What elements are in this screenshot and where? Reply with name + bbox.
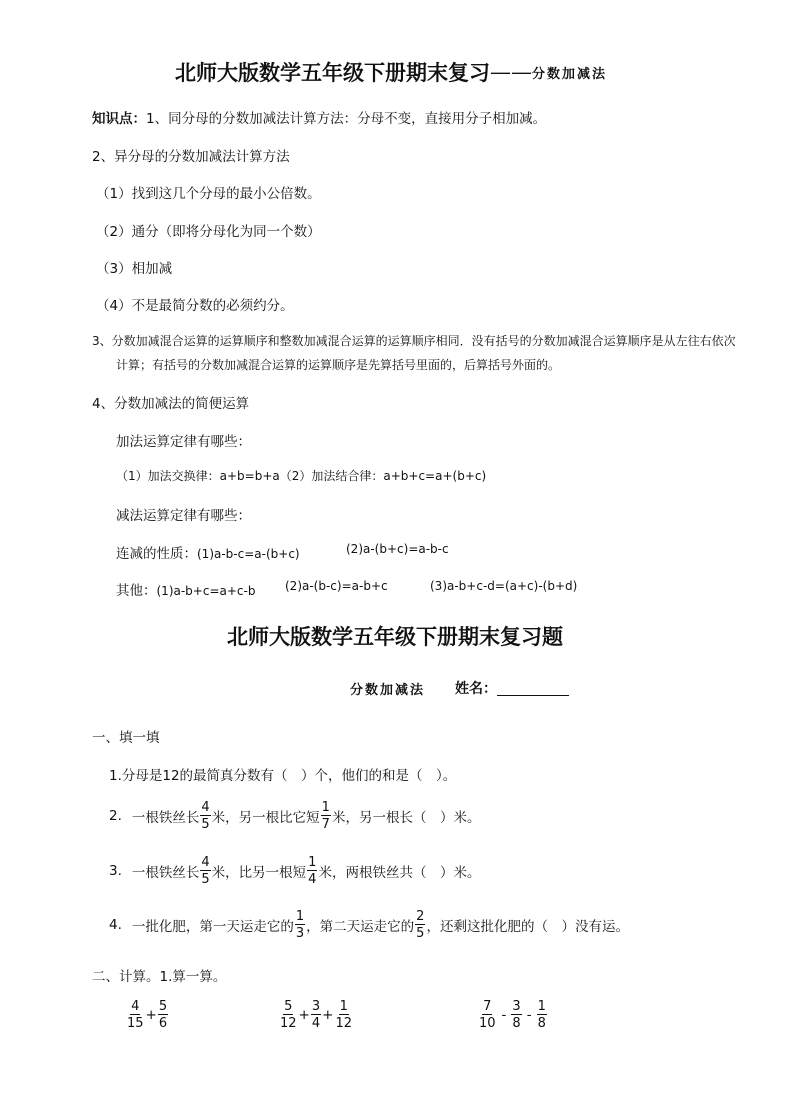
q4-f1-numerator: 1	[295, 909, 305, 924]
e2-f3-numerator: 1	[339, 999, 348, 1014]
kp-4-other-3: (3)a-b+c-d=(a+c)-(b+d)	[430, 579, 578, 593]
kp-4: 4、分数加减法的简便运算	[92, 396, 250, 412]
e3-f3-numerator: 1	[537, 999, 546, 1014]
name-label: 姓名：	[455, 681, 498, 697]
q4-fraction-2	[415, 910, 425, 940]
title-2: 北师大版数学五年级下册期末复习题	[227, 624, 563, 649]
e2-operator-1: +	[298, 1007, 310, 1023]
kp-3-line-1: 3、分数加减混合运算的运算顺序和整数加减混合运算的运算顺序相同．没有括号的分数加减混合运算顺序是从左往右依次	[92, 334, 736, 348]
kp-4-add-question: 加法运算定律有哪些：	[116, 434, 251, 450]
q2-f1-denominator: 5	[201, 817, 210, 832]
calc-expression-3	[477, 1000, 548, 1030]
e1-f2-numerator: 5	[158, 999, 168, 1014]
q3-fraction-1	[200, 856, 210, 886]
kp-3-line-2: 计算；有括号的分数加减混合运算的运算顺序是先算括号里面的，后算括号外面的。	[116, 358, 561, 372]
kp-2: 2、异分母的分数加减法计算方法	[92, 149, 290, 165]
kp-4-sub-cont-1: (1)a-b-c=a-(b+c)	[197, 547, 300, 561]
q2-text-c: 米，另一根长（ ）米。	[331, 810, 481, 826]
e2-f1-numerator: 5	[284, 999, 293, 1014]
kp-1	[92, 107, 546, 127]
question-4	[109, 910, 629, 940]
e2-f1-denominator: 12	[280, 1016, 297, 1031]
q2-f1-numerator: 4	[201, 800, 210, 815]
title-1-main: 北师大版数学五年级下册期末复习	[175, 60, 490, 85]
e1-f1-denominator: 15	[127, 1016, 144, 1031]
q2-fraction-2	[321, 801, 331, 831]
q3-text-b: 米，比另一根短	[211, 865, 307, 881]
title-1	[175, 57, 607, 87]
q2-f2-denominator: 7	[321, 817, 330, 832]
kp-2-step-2: （2）通分（即将分母化为同一个数）	[96, 224, 321, 240]
e3-f2-denominator: 8	[512, 1016, 521, 1031]
q2-text-a: 一根铁丝长	[131, 810, 200, 826]
e3-f2-numerator: 3	[512, 999, 521, 1014]
e2-f2-denominator: 4	[311, 1016, 321, 1031]
q4-text-b: ，第二天运走它的	[306, 919, 415, 935]
q3-f2-denominator: 4	[308, 872, 317, 887]
kp-4-sub-question: 减法运算定律有哪些：	[116, 508, 251, 524]
kp-4-other-1: (1)a-b+c=a+c-b	[156, 584, 256, 598]
q4-f2-denominator: 5	[416, 926, 425, 941]
e3-fraction-1	[478, 1000, 497, 1030]
kp-2-step-1: （1）找到这几个分母的最小公倍数。	[96, 186, 321, 202]
kp-4-add-laws: （1）加法交换律：a+b=b+a（2）加法结合律：a+b+c=a+(b+c)	[116, 469, 487, 483]
subtitle-row	[350, 678, 569, 698]
calc-expression-2	[278, 1000, 354, 1030]
section-1-heading: 一、填一填	[92, 730, 160, 746]
q3-text-c: 米，两根铁丝共（ ）米。	[318, 865, 481, 881]
kp-4-other	[116, 579, 255, 599]
e3-f1-numerator: 7	[483, 999, 492, 1014]
kp-4-sub-cont-2: (2)a-(b+c)=a-b-c	[346, 542, 449, 556]
e3-fraction-3	[537, 1000, 547, 1030]
q4-fraction-1	[295, 910, 305, 940]
e3-operator-1: -	[501, 1007, 507, 1023]
q2-fraction-1	[200, 801, 210, 831]
q3-number: 3.	[109, 863, 122, 879]
e3-operator-2: -	[526, 1007, 532, 1023]
title-2-sub: 分数加减法	[350, 682, 426, 698]
kp-4-sub-cont-label: 连减的性质：	[116, 546, 197, 562]
name-blank[interactable]	[497, 681, 569, 696]
q2-f2-numerator: 1	[321, 800, 330, 815]
e2-fraction-3	[334, 1000, 353, 1030]
q3-fraction-2	[307, 856, 317, 886]
q4-f1-denominator: 3	[295, 926, 305, 941]
q4-text-a: 一批化肥，第一天运走它的	[131, 919, 294, 935]
q3-text-a: 一根铁丝长	[131, 865, 200, 881]
kp-4-other-2: (2)a-(b-c)=a-b+c	[285, 579, 388, 593]
q4-f2-numerator: 2	[416, 909, 425, 924]
q4-number: 4.	[109, 917, 122, 933]
title-1-dash: ——	[490, 60, 532, 84]
question-1: 1.分母是12的最简真分数有（ ）个，他们的和是（ ）。	[109, 768, 457, 784]
q4-text-c: ，还剩这批化肥的（ ）没有运。	[426, 919, 629, 935]
e2-f2-numerator: 3	[311, 999, 321, 1014]
kp-1-text: 1、同分母的分数加减法计算方法：分母不变，直接用分子相加减。	[146, 111, 547, 127]
kp-label: 知识点：	[92, 111, 146, 127]
e1-fraction-2	[158, 1000, 168, 1030]
question-2	[109, 801, 480, 831]
e2-f3-denominator: 12	[335, 1016, 352, 1031]
e2-operator-2: +	[322, 1007, 334, 1023]
e3-f3-denominator: 8	[537, 1016, 546, 1031]
title-1-sub: 分数加减法	[532, 66, 608, 82]
q2-number: 2.	[109, 808, 122, 824]
kp-2-step-4: （4）不是最简分数的必须约分。	[96, 298, 294, 314]
section-2-heading: 二、计算。1.算一算。	[92, 969, 227, 985]
kp-2-step-3: （3）相加减	[96, 261, 173, 277]
e2-fraction-2	[311, 1000, 321, 1030]
e3-fraction-2	[511, 1000, 521, 1030]
kp-4-other-label: 其他：	[116, 583, 157, 599]
e3-f1-denominator: 10	[479, 1016, 496, 1031]
e1-f1-numerator: 4	[131, 999, 140, 1014]
kp-4-sub-continuous	[116, 542, 300, 562]
question-3	[109, 856, 480, 886]
q3-f2-numerator: 1	[308, 855, 317, 870]
e1-f2-denominator: 6	[158, 1016, 168, 1031]
q3-f1-numerator: 4	[201, 855, 210, 870]
e1-fraction-1	[126, 1000, 145, 1030]
e2-fraction-1	[279, 1000, 298, 1030]
calc-expression-1	[125, 1000, 169, 1030]
e1-operator-1: +	[145, 1007, 157, 1023]
q2-text-b: 米，另一根比它短	[211, 810, 320, 826]
q3-f1-denominator: 5	[201, 872, 210, 887]
